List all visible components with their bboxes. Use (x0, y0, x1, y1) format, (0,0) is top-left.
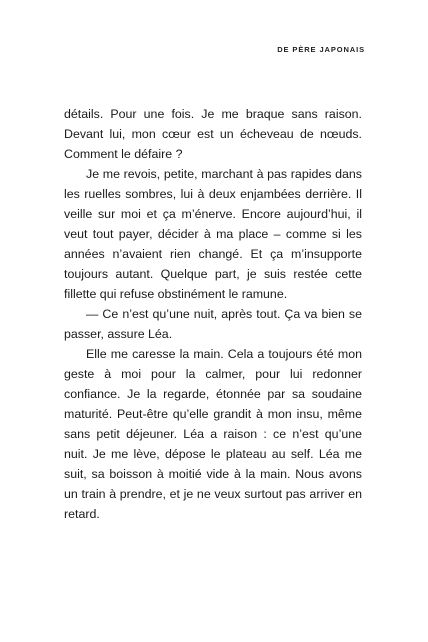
paragraph-dialogue: — Ce n’est qu’une nuit, après tout. Ça va bien se passer, assure Léa. (64, 307, 362, 341)
paragraph-closing: Elle me caresse la main. Cela a toujours été mon geste à moi pour la calmer, pour lui redonner confiance. Je la regarde, étonnée par sa soudaine maturité. Peut-être qu’elle grandit à mon insu, même sans petit déjeuner. Léa a raison : ce n’est qu’une nuit. Je me lève, dépose le plateau au self. Léa me suit, sa boisson à moitié vide à la main. Nous avons un train à prendre, et je ne veux surtout pas arriver en retard. (64, 347, 362, 521)
paragraph-memory: Je me revois, petite, marchant à pas rapides dans les ruelles sombres, lui à deux enjambées derrière. Il veille sur moi et ça m’énerve. Encore aujourd’hui, il veut tout payer, décider à ma place – comme si les années n’avaient rien changé. Et ça m’insupporte toujours autant. Quelque part, je suis restée cette fillette qui refuse obstinément le ramune. (64, 167, 362, 301)
running-header: DE PÈRE JAPONAIS (277, 45, 365, 54)
paragraph-continuation: détails. Pour une fois. Je me braque sans raison. Devant lui, mon cœur est un écheveau de nœuds. Comment le défaire ? (64, 107, 362, 161)
body-text (64, 104, 362, 524)
